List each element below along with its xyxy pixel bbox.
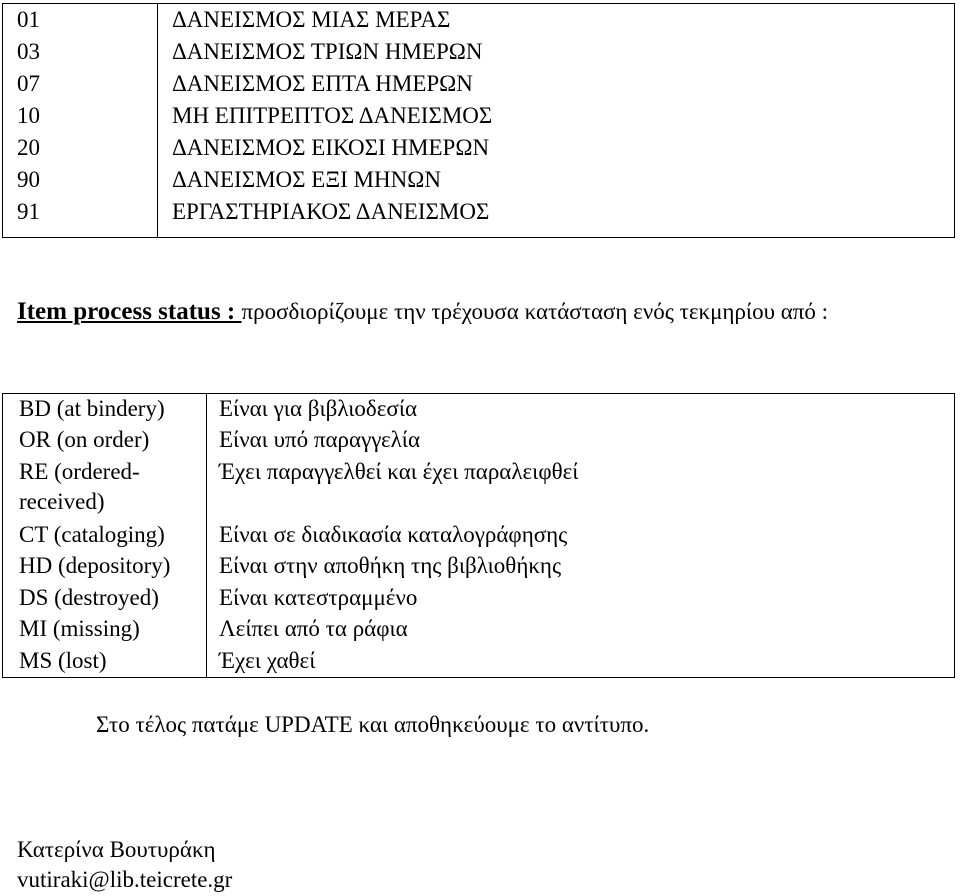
- table-row: [3, 132, 955, 164]
- table-row: [3, 583, 955, 614]
- table-row: [3, 425, 955, 456]
- author-block: [17, 835, 232, 895]
- final-note: Στο τέλος πατάμε UPDATE και αποθηκεύουμε το αντίτυπο.: [96, 712, 650, 737]
- table-row: [3, 68, 955, 100]
- loan-label: ΕΡΓΑΣΤΗΡΙΑΚΟΣ ΔΑΝΕΙΣΜΟΣ: [172, 199, 490, 224]
- loan-code: 91: [3, 196, 158, 238]
- loan-label: ΔΑΝΕΙΣΜΟΣ ΕΠΤΑ ΗΜΕΡΩΝ: [172, 71, 473, 96]
- loan-label: ΔΑΝΕΙΣΜΟΣ ΤΡΙΩΝ ΗΜΕΡΩΝ: [172, 39, 483, 64]
- loan-code: 03: [3, 36, 158, 68]
- table-row: [3, 4, 955, 37]
- status-description: Είναι κατεστραμμένο: [219, 584, 418, 610]
- loan-code: 90: [3, 164, 158, 196]
- table-row: [3, 646, 955, 678]
- loan-label: ΔΑΝΕΙΣΜΟΣ ΕΙΚΟΣΙ ΗΜΕΡΩΝ: [172, 135, 490, 160]
- table-row: [3, 551, 955, 582]
- status-description: Είναι υπό παραγγελία: [219, 427, 421, 453]
- loan-label: ΜΗ ΕΠΙΤΡΕΠΤΟΣ ΔΑΝΕΙΣΜΟΣ: [172, 103, 493, 128]
- status-description: Είναι για βιβλιοδεσία: [219, 396, 418, 421]
- table-row: [3, 457, 955, 520]
- item-status-definition: προσδιορίζουμε την τρέχουσα κατάσταση ενός τεκμηρίου από :: [241, 299, 829, 324]
- table-row: [3, 520, 955, 551]
- table-row: [3, 36, 955, 68]
- status-code: MI (missing): [3, 614, 207, 645]
- loan-code: 20: [3, 132, 158, 164]
- status-code: HD (depository): [3, 551, 207, 582]
- loan-label: ΔΑΝΕΙΣΜΟΣ ΜΙΑΣ ΜΕΡΑΣ: [172, 7, 451, 32]
- status-description: Έχει παραγγελθεί και έχει παραλειφθεί: [219, 458, 579, 484]
- loan-code: 10: [3, 100, 158, 132]
- status-description: Λείπει από τα ράφια: [219, 616, 408, 642]
- status-code: BD (at bindery): [3, 394, 207, 426]
- author-email: vutiraki@lib.teicrete.gr: [17, 867, 233, 892]
- status-code: RE (ordered-received): [3, 457, 207, 520]
- loan-code: 01: [3, 4, 158, 37]
- table-row: [3, 394, 955, 426]
- item-status-table: [2, 393, 955, 678]
- status-code: MS (lost): [3, 646, 207, 678]
- status-description: Είναι στην αποθήκη της βιβλιοθήκης: [219, 553, 562, 579]
- status-code: OR (on order): [3, 425, 207, 456]
- table-row: [3, 100, 955, 132]
- loan-code: 07: [3, 68, 158, 100]
- status-code: CT (cataloging): [3, 520, 207, 551]
- status-code: DS (destroyed): [3, 583, 207, 614]
- table-row: [3, 164, 955, 196]
- table-row: [3, 196, 955, 238]
- item-status-term: Item process status :: [17, 298, 242, 325]
- loan-label: ΔΑΝΕΙΣΜΟΣ ΕΞΙ ΜΗΝΩΝ: [172, 167, 441, 192]
- status-description: Είναι σε διαδικασία καταλογράφησης: [219, 521, 568, 547]
- status-description: Έχει χαθεί: [219, 647, 316, 673]
- loan-types-table: [2, 3, 955, 238]
- item-status-heading: [17, 296, 947, 328]
- author-name: Κατερίνα Βουτυράκη: [17, 837, 216, 862]
- table-row: [3, 614, 955, 645]
